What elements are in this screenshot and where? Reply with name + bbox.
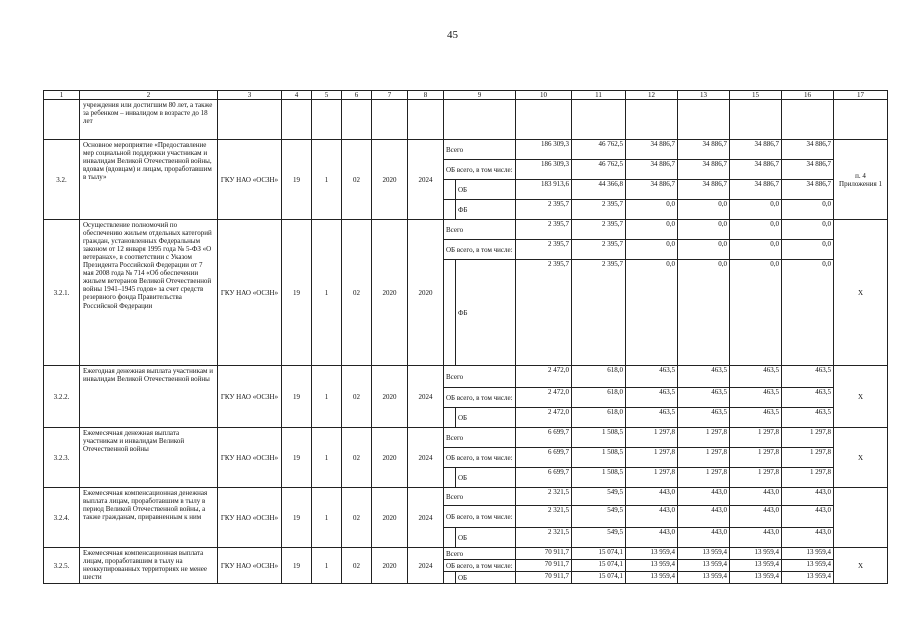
value-cell: 443,0 [782, 528, 834, 548]
value-cell: 15 074,1 [572, 560, 626, 572]
continuation-text: учреждения или достигшим 80 лет, а также за ребенком – инвалидом в возрасте до 18 лет [80, 100, 218, 140]
row-executor: ГКУ НАО «ОСЗН» [218, 140, 282, 220]
empty-cell [782, 100, 834, 140]
row-start-year: 2020 [372, 220, 408, 366]
value-cell: 13 959,4 [782, 560, 834, 572]
line-label: ОБ всего, в том числе: [444, 388, 516, 408]
value-cell: 463,5 [782, 408, 834, 428]
line-label: ОБ [456, 408, 516, 428]
empty-cell [444, 100, 516, 140]
value-cell: 34 886,7 [678, 180, 730, 200]
row-start-year: 2020 [372, 366, 408, 428]
column-header: 15 [730, 91, 782, 100]
value-cell: 6 699,7 [516, 448, 572, 468]
value-cell: 0,0 [678, 220, 730, 240]
row-col5: 1 [312, 220, 342, 366]
continuation-row [44, 100, 888, 140]
value-cell: 1 297,8 [730, 468, 782, 488]
value-cell: 0,0 [626, 260, 678, 366]
value-cell: 46 762,5 [572, 160, 626, 180]
column-header: 9 [444, 91, 516, 100]
value-cell: 1 297,8 [678, 428, 730, 448]
row-code: 3.2.5. [44, 548, 80, 584]
value-cell: 13 959,4 [678, 572, 730, 584]
value-cell: 0,0 [730, 200, 782, 220]
value-cell: 0,0 [782, 200, 834, 220]
row-code: 3.2.4. [44, 488, 80, 548]
value-cell: 0,0 [626, 240, 678, 260]
value-cell: 34 886,7 [678, 160, 730, 180]
line-label: Всего [444, 548, 516, 560]
value-cell: 2 321,5 [516, 488, 572, 506]
value-cell: 46 762,5 [572, 140, 626, 160]
value-cell: 2 472,0 [516, 388, 572, 408]
empty-cell [572, 100, 626, 140]
value-cell: 1 297,8 [730, 428, 782, 448]
column-header: 7 [372, 91, 408, 100]
value-cell: 70 911,7 [516, 560, 572, 572]
value-cell: 34 886,7 [730, 160, 782, 180]
row-end-year: 2024 [408, 140, 444, 220]
value-cell: 34 886,7 [782, 180, 834, 200]
line-label: ОБ [456, 468, 516, 488]
value-cell: 463,5 [678, 366, 730, 388]
row-col5: 1 [312, 488, 342, 548]
row-col4: 19 [282, 220, 312, 366]
indent-cell [444, 200, 456, 220]
line-label: ФБ [456, 200, 516, 220]
value-cell: 70 911,7 [516, 548, 572, 560]
row-col6: 02 [342, 220, 372, 366]
column-header: 13 [678, 91, 730, 100]
value-cell: 463,5 [626, 366, 678, 388]
row-start-year: 2020 [372, 140, 408, 220]
row-end-year: 2024 [408, 366, 444, 428]
empty-cell [516, 100, 572, 140]
column-header: 1 [44, 91, 80, 100]
value-cell: 463,5 [626, 388, 678, 408]
value-cell: 34 886,7 [626, 140, 678, 160]
empty-cell [730, 100, 782, 140]
value-cell: 34 886,7 [678, 140, 730, 160]
value-cell: 463,5 [678, 388, 730, 408]
value-cell: 2 321,5 [516, 528, 572, 548]
value-cell: 1 297,8 [626, 428, 678, 448]
empty-cell [342, 100, 372, 140]
value-cell: 13 959,4 [782, 548, 834, 560]
row-description: Ежемесячная компенсационная выплата лицам, проработавшим в тылу на неоккупированных территориях не менее шести [80, 548, 218, 584]
row-col5: 1 [312, 548, 342, 584]
value-cell: 2 395,7 [572, 240, 626, 260]
row-col6: 02 [342, 428, 372, 488]
column-header: 3 [218, 91, 282, 100]
value-cell: 15 074,1 [572, 548, 626, 560]
value-cell: 34 886,7 [626, 180, 678, 200]
value-cell: 463,5 [730, 366, 782, 388]
page-number: 45 [447, 29, 458, 41]
value-cell: 2 395,7 [572, 260, 626, 366]
row-code: 3.2.1. [44, 220, 80, 366]
column-header: 8 [408, 91, 444, 100]
value-cell: 2 395,7 [572, 220, 626, 240]
row-code [44, 100, 80, 140]
row-col4: 19 [282, 488, 312, 548]
value-cell: 0,0 [782, 240, 834, 260]
row-note: Х [834, 548, 888, 584]
value-cell: 443,0 [730, 506, 782, 528]
row-executor: ГКУ НАО «ОСЗН» [218, 548, 282, 584]
table-row [44, 220, 888, 240]
value-cell: 443,0 [782, 506, 834, 528]
row-col4: 19 [282, 548, 312, 584]
value-cell: 443,0 [730, 488, 782, 506]
value-cell: 13 959,4 [626, 548, 678, 560]
indent-cell [444, 260, 456, 366]
value-cell: 13 959,4 [782, 572, 834, 584]
value-cell: 0,0 [782, 260, 834, 366]
line-label: ОБ [456, 572, 516, 584]
value-cell: 2 472,0 [516, 408, 572, 428]
row-end-year: 2024 [408, 548, 444, 584]
value-cell: 34 886,7 [730, 140, 782, 160]
value-cell: 2 395,7 [516, 220, 572, 240]
line-label: ФБ [456, 260, 516, 366]
value-cell: 549,5 [572, 528, 626, 548]
value-cell: 13 959,4 [730, 548, 782, 560]
row-col6: 02 [342, 140, 372, 220]
value-cell: 13 959,4 [678, 560, 730, 572]
value-cell: 1 297,8 [730, 448, 782, 468]
value-cell: 1 297,8 [626, 448, 678, 468]
value-cell: 443,0 [626, 488, 678, 506]
column-header: 17 [834, 91, 888, 100]
value-cell: 463,5 [782, 366, 834, 388]
row-end-year: 2020 [408, 220, 444, 366]
value-cell: 34 886,7 [730, 180, 782, 200]
value-cell: 443,0 [678, 506, 730, 528]
value-cell: 186 309,3 [516, 140, 572, 160]
empty-cell [408, 100, 444, 140]
value-cell: 2 321,5 [516, 506, 572, 528]
value-cell: 0,0 [626, 200, 678, 220]
row-code: 3.2.3. [44, 428, 80, 488]
value-cell: 618,0 [572, 388, 626, 408]
value-cell: 34 886,7 [782, 140, 834, 160]
line-label: Всего [444, 140, 516, 160]
value-cell: 0,0 [730, 220, 782, 240]
value-cell: 618,0 [572, 366, 626, 388]
line-label: Всего [444, 220, 516, 240]
line-label: Всего [444, 366, 516, 388]
row-executor: ГКУ НАО «ОСЗН» [218, 428, 282, 488]
column-header: 5 [312, 91, 342, 100]
value-cell: 549,5 [572, 506, 626, 528]
column-header-row [44, 91, 888, 100]
row-start-year: 2020 [372, 428, 408, 488]
line-label: ОБ всего, в том числе: [444, 448, 516, 468]
value-cell: 1 508,5 [572, 428, 626, 448]
value-cell: 186 309,3 [516, 160, 572, 180]
value-cell: 13 959,4 [730, 560, 782, 572]
row-col4: 19 [282, 366, 312, 428]
value-cell: 6 699,7 [516, 468, 572, 488]
column-header: 2 [80, 91, 218, 100]
value-cell: 0,0 [782, 220, 834, 240]
row-description: Основное мероприятие «Предоставление мер социальной поддержки участникам и инвалидам Великой Отечественной войны, вдовам (вдовцам) и лицам, проработавшим в тылу» [80, 140, 218, 220]
value-cell: 2 395,7 [516, 260, 572, 366]
row-col4: 19 [282, 428, 312, 488]
row-col4: 19 [282, 140, 312, 220]
value-cell: 463,5 [678, 408, 730, 428]
value-cell: 443,0 [626, 528, 678, 548]
value-cell: 1 297,8 [782, 448, 834, 468]
indent-cell [444, 408, 456, 428]
value-cell: 0,0 [678, 240, 730, 260]
value-cell: 2 395,7 [572, 200, 626, 220]
value-cell: 463,5 [730, 388, 782, 408]
empty-cell [282, 100, 312, 140]
value-cell: 34 886,7 [626, 160, 678, 180]
line-label: ОБ всего, в том числе: [444, 240, 516, 260]
line-label: ОБ [456, 180, 516, 200]
value-cell: 2 472,0 [516, 366, 572, 388]
value-cell: 618,0 [572, 408, 626, 428]
line-label: ОБ [456, 528, 516, 548]
value-cell: 463,5 [730, 408, 782, 428]
value-cell: 1 508,5 [572, 448, 626, 468]
empty-cell [834, 100, 888, 140]
row-description: Ежемесячная компенсационная денежная выплата лицам, проработавшим в тылу в период Великой Отечественной войны, а также гражданам, приравненным к ним [80, 488, 218, 548]
budget-table [43, 90, 888, 584]
line-label: Всего [444, 488, 516, 506]
row-start-year: 2020 [372, 548, 408, 584]
value-cell: 1 508,5 [572, 468, 626, 488]
empty-cell [218, 100, 282, 140]
column-header: 6 [342, 91, 372, 100]
row-col6: 02 [342, 488, 372, 548]
empty-cell [626, 100, 678, 140]
row-end-year: 2024 [408, 488, 444, 548]
empty-cell [312, 100, 342, 140]
value-cell: 6 699,7 [516, 428, 572, 448]
row-note: Х [834, 428, 888, 488]
column-header: 4 [282, 91, 312, 100]
empty-cell [678, 100, 730, 140]
column-header: 10 [516, 91, 572, 100]
value-cell: 13 959,4 [626, 572, 678, 584]
empty-cell [372, 100, 408, 140]
value-cell: 183 913,6 [516, 180, 572, 200]
value-cell: 0,0 [730, 240, 782, 260]
value-cell: 549,5 [572, 488, 626, 506]
value-cell: 13 959,4 [678, 548, 730, 560]
row-code: 3.2.2. [44, 366, 80, 428]
row-description: Ежемесячная денежная выплата участникам и инвалидам Великой Отечественной войны [80, 428, 218, 488]
value-cell: 2 395,7 [516, 200, 572, 220]
row-executor: ГКУ НАО «ОСЗН» [218, 488, 282, 548]
row-note: п. 4 Приложения 1 [834, 140, 888, 220]
value-cell: 34 886,7 [782, 160, 834, 180]
value-cell: 0,0 [678, 200, 730, 220]
table-row [44, 366, 888, 388]
value-cell: 443,0 [678, 528, 730, 548]
value-cell: 15 074,1 [572, 572, 626, 584]
table-row [44, 488, 888, 506]
row-col6: 02 [342, 366, 372, 428]
column-header: 16 [782, 91, 834, 100]
value-cell: 443,0 [626, 506, 678, 528]
value-cell: 443,0 [782, 488, 834, 506]
line-label: ОБ всего, в том числе: [444, 506, 516, 528]
value-cell: 1 297,8 [782, 468, 834, 488]
table-row [44, 548, 888, 560]
row-code: 3.2. [44, 140, 80, 220]
row-col5: 1 [312, 428, 342, 488]
value-cell: 0,0 [626, 220, 678, 240]
row-col5: 1 [312, 366, 342, 428]
row-description: Осуществление полномочий по обеспечению жильем отдельных категорий граждан, установленных Федеральным законом от 12 января 1995 года № 5-ФЗ «О ветеранах», в соответствии с Указом Президента Российской Федерации от 7 мая 2008 года № 714 «Об обеспечении жильем ветеранов Великой Отечественной войны 1941–1945 годов» за счет средств резервного фонда Правительства Российской Федерации [80, 220, 218, 366]
line-label: ОБ всего, в том числе: [444, 560, 516, 572]
column-header: 12 [626, 91, 678, 100]
value-cell: 44 366,8 [572, 180, 626, 200]
value-cell: 13 959,4 [730, 572, 782, 584]
indent-cell [444, 468, 456, 488]
value-cell: 0,0 [730, 260, 782, 366]
column-header: 11 [572, 91, 626, 100]
value-cell: 2 395,7 [516, 240, 572, 260]
value-cell: 1 297,8 [782, 428, 834, 448]
row-start-year: 2020 [372, 488, 408, 548]
row-description: Ежегодная денежная выплата участникам и инвалидам Великой Отечественной войны [80, 366, 218, 428]
row-note [834, 488, 888, 548]
value-cell: 443,0 [678, 488, 730, 506]
value-cell: 443,0 [730, 528, 782, 548]
line-label: ОБ всего, в том числе: [444, 160, 516, 180]
value-cell: 0,0 [678, 260, 730, 366]
row-executor: ГКУ НАО «ОСЗН» [218, 366, 282, 428]
value-cell: 1 297,8 [678, 468, 730, 488]
row-note: Х [834, 220, 888, 366]
indent-cell [444, 180, 456, 200]
row-col6: 02 [342, 548, 372, 584]
line-label: Всего [444, 428, 516, 448]
value-cell: 463,5 [782, 388, 834, 408]
row-note: Х [834, 366, 888, 428]
row-executor: ГКУ НАО «ОСЗН» [218, 220, 282, 366]
value-cell: 70 911,7 [516, 572, 572, 584]
table-body [44, 91, 888, 584]
table-row [44, 428, 888, 448]
indent-cell [444, 528, 456, 548]
indent-cell [444, 572, 456, 584]
value-cell: 1 297,8 [626, 468, 678, 488]
value-cell: 13 959,4 [626, 560, 678, 572]
table-row [44, 140, 888, 160]
row-col5: 1 [312, 140, 342, 220]
value-cell: 1 297,8 [678, 448, 730, 468]
row-end-year: 2024 [408, 428, 444, 488]
value-cell: 463,5 [626, 408, 678, 428]
